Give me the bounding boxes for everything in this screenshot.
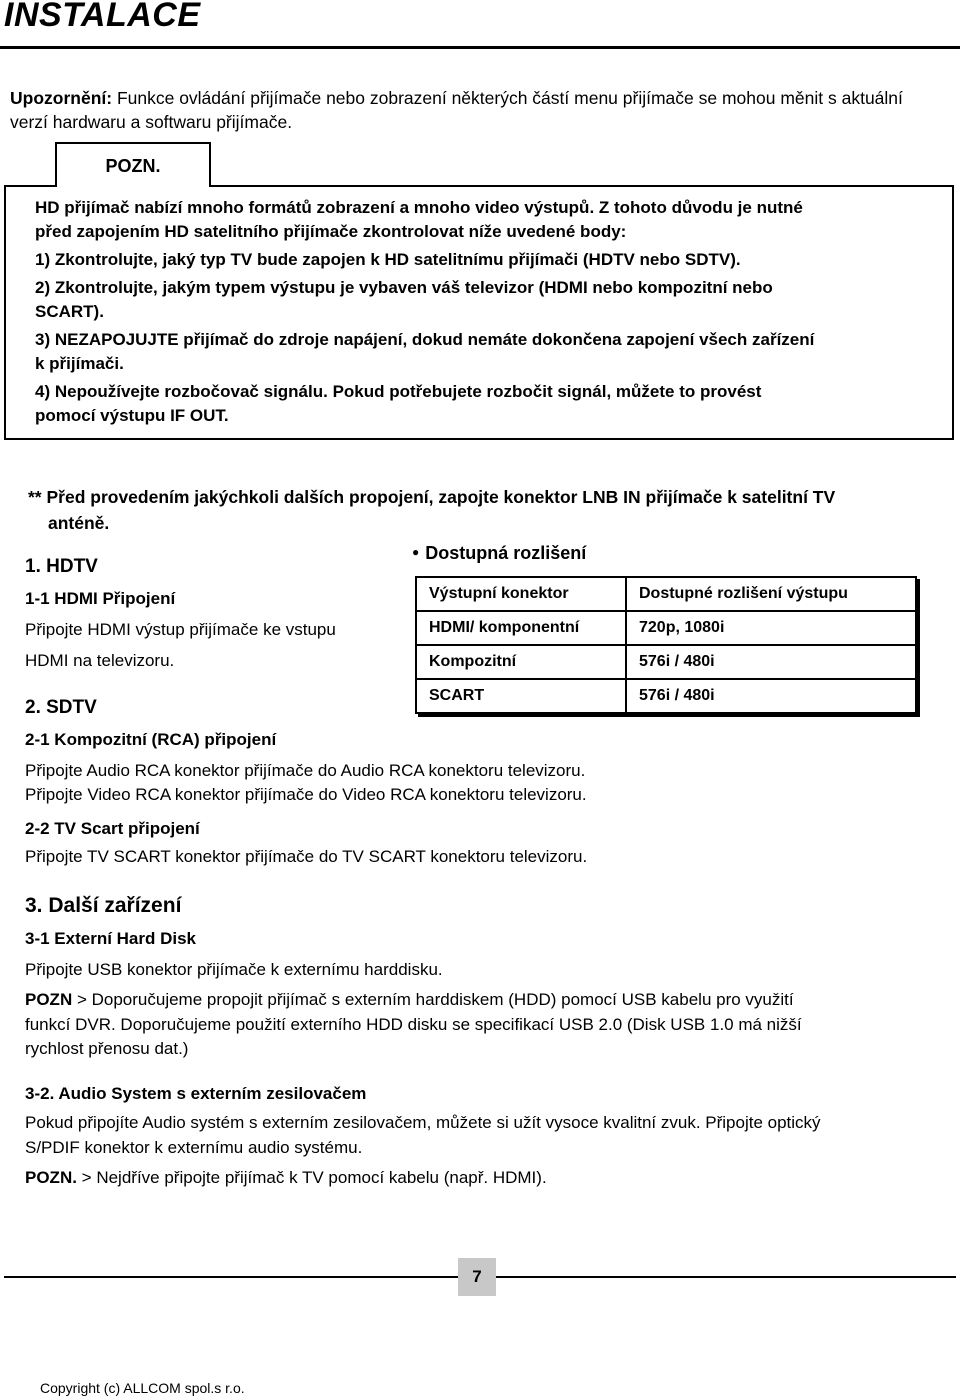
audio-note (25, 1168, 547, 1188)
hdd-note-text: > Doporučujeme propojit přijímač s externím harddiskem (HDD) pomocí USB kabelu pro využití (72, 990, 794, 1009)
note-line: 2) Zkontrolujte, jakým typem výstupu je vybaven váš televizor (HDMI nebo kompozitní nebo (35, 278, 773, 297)
rca-text-line1: Připojte Audio RCA konektor přijímače do Audio RCA konektoru televizoru. (25, 761, 586, 780)
note-line: 1) Zkontrolujte, jaký typ TV bude zapojen k HD satelitnímu přijímači (HDTV nebo SDTV). (35, 250, 741, 269)
page-number: 7 (458, 1258, 496, 1296)
note-line: pomocí výstupu IF OUT. (35, 406, 229, 425)
audio-note-label: POZN. (25, 1168, 77, 1187)
resolutions-title (412, 543, 586, 564)
lnb-instruction-line2: anténě. (48, 513, 110, 533)
table-cell: SCART (416, 679, 626, 713)
note-line: HD přijímač nabízí mnoho formátů zobrazení a mnoho video výstupů. Z tohoto důvodu je nutné (35, 198, 803, 217)
hdmi-text-line2: HDMI na televizoru. (25, 651, 175, 670)
note-line: k přijímači. (35, 354, 124, 373)
note-line: 4) Nepoužívejte rozbočovač signálu. Pokud potřebujete rozbočit signál, můžete to provést (35, 382, 762, 401)
rca-subheading: 2-1 Kompozitní (RCA) připojení (25, 730, 277, 749)
hdd-note-label: POZN (25, 990, 73, 1009)
scart-subheading: 2-2 TV Scart připojení (25, 819, 200, 838)
lnb-instruction (28, 484, 928, 536)
table-row (416, 679, 916, 713)
table-cell: 576i / 480i (626, 645, 916, 679)
warning-label: Upozornění: (10, 88, 113, 108)
hdmi-subheading: 1-1 HDMI Připojení (25, 589, 176, 608)
copyright: Copyright (c) ALLCOM spol.s r.o. (40, 1380, 245, 1396)
note-line: před zapojením HD satelitního přijímače zkontrolovat níže uvedené body: (35, 222, 627, 241)
audio-text-line1: Pokud připojíte Audio systém s externím zesilovačem, můžete si užít vysoce kvalitní zvuk. Připojte optický (25, 1113, 821, 1132)
lnb-instruction-line1: ** Před provedením jakýchkoli dalších propojení, zapojte konektor LNB IN přijímače k satelitní TV (28, 487, 836, 507)
title-rule (0, 46, 960, 49)
warning-paragraph (10, 86, 940, 134)
hdtv-heading: 1. HDTV (25, 556, 98, 577)
note-line: 3) NEZAPOJUJTE přijímač do zdroje napájení, dokud nemáte dokončena zapojení všech zařízení (35, 330, 815, 349)
resolutions-table (415, 576, 917, 714)
sdtv-heading: 2. SDTV (25, 697, 97, 718)
footer-rule-left (4, 1276, 458, 1278)
hdd-subheading: 3-1 Externí Hard Disk (25, 929, 197, 948)
audio-text-line2: S/PDIF konektor k externímu audio systému. (25, 1138, 363, 1157)
table-cell: 576i / 480i (626, 679, 916, 713)
hdd-note-line1 (25, 990, 794, 1010)
table-row (416, 611, 916, 645)
table-header-row (416, 577, 916, 611)
warning-text: Funkce ovládání přijímače nebo zobrazení některých částí menu přijímače se mohou měnit s aktuální verzí hardwaru a softwaru přijímače. (10, 88, 903, 132)
hdd-note-line3: rychlost přenosu dat.) (25, 1039, 189, 1058)
table-cell: HDMI/ komponentní (416, 611, 626, 645)
other-heading: 3. Další zařízení (25, 894, 182, 917)
resolutions-title-text: Dostupná rozlišení (425, 543, 587, 563)
note-line: SCART). (35, 302, 104, 321)
rca-text-line2: Připojte Video RCA konektor přijímače do Video RCA konektoru televizoru. (25, 785, 587, 804)
table-header-cell: Dostupné rozlišení výstupu (626, 577, 916, 611)
table-cell: 720p, 1080i (626, 611, 916, 645)
scart-text: Připojte TV SCART konektor přijímače do TV SCART konektoru televizoru. (25, 847, 588, 866)
hdd-text: Připojte USB konektor přijímače k externímu harddisku. (25, 960, 443, 979)
page-title: INSTALACE (4, 0, 201, 34)
table-header-cell: Výstupní konektor (416, 577, 626, 611)
table-cell: Kompozitní (416, 645, 626, 679)
audio-subheading: 3-2. Audio System s externím zesilovačem (25, 1084, 367, 1103)
table-row (416, 645, 916, 679)
hdd-note-line2: funkcí DVR. Doporučujeme použití externího HDD disku se specifikací USB 2.0 (Disk USB 1.0 má nižší (25, 1015, 802, 1034)
hdmi-text-line1: Připojte HDMI výstup přijímače ke vstupu (25, 620, 336, 639)
note-tab: POZN. (55, 142, 211, 186)
audio-note-text: > Nejdříve připojte přijímač k TV pomocí kabelu (např. HDMI). (76, 1168, 547, 1187)
bullet-icon: ● (412, 545, 420, 559)
footer-rule-right (496, 1276, 956, 1278)
note-tab-gap (57, 184, 209, 188)
